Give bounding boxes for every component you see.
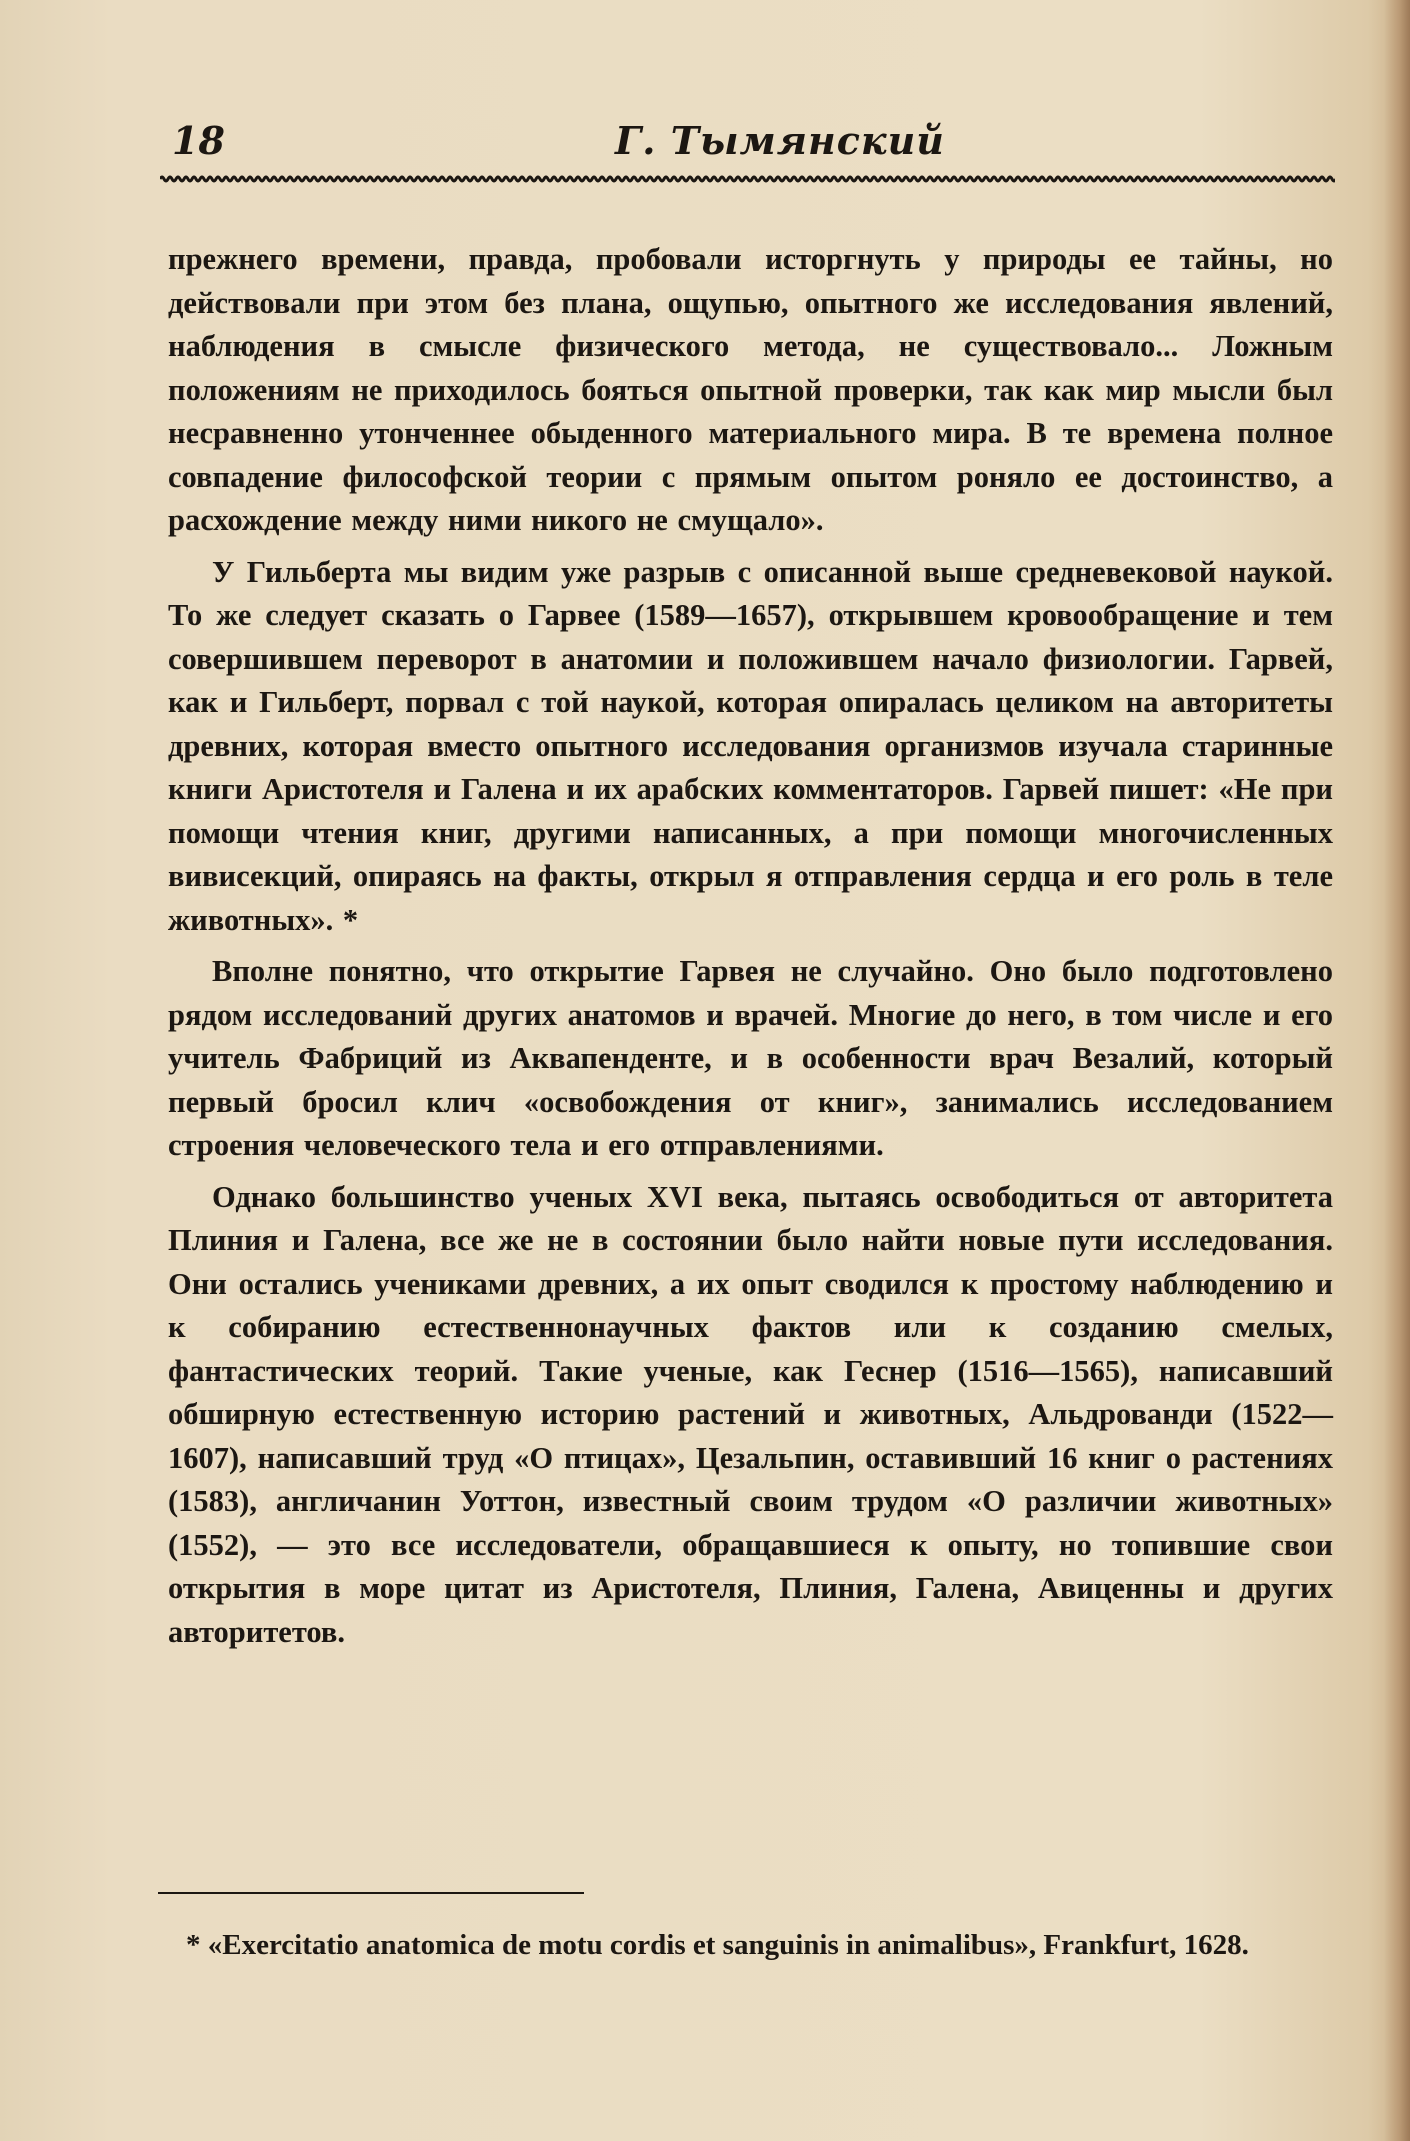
ornament-wave (160, 177, 1335, 181)
main-text (168, 238, 1333, 1654)
footnote-separator (158, 1892, 584, 1894)
paragraph-continuation: прежнего времени, правда, пробовали исторгнуть у природы ее тайны, но действовали при этом без плана, ощупью, опытного же исследования явлений, наблюдения в смысле физического метода, не существовало... Ложным положениям не приходилось бояться опытной проверки, так как мир мысли был несравненно утонченнее обыденного материального мира. В те времена полное совпадение философской теории с прямым опытом роняло ее достоинство, а расхождение между ними никого не смущало». (168, 242, 1333, 537)
page-edge-shadow (1384, 0, 1410, 2141)
footnote: * «Exercitatio anatomica de motu cordis et sanguinis in animalibus», Frankfurt, 1628. (186, 1929, 1249, 1961)
paragraph-sixteenth-century: Однако большинство ученых XVI века, пытаясь освободиться от авторитета Плиния и Галена, все же не в состоянии было найти новые пути исследования. Они остались учениками древних, а их опыт сводился к простому наблюдению и к собиранию естественнонаучных фактов или к созданию смелых, фантастических теорий. Такие ученые, как Геснер (1516—1565), написавший обширную естественную историю растений и животных, Альдрованди (1522—1607), написавший труд «О птицах», Цезальпин, оставивший 16 книг о растениях (1583), англичанин Уоттон, известный своим трудом «О различии животных» (1552), — это все исследователи, обращавшиеся к опыту, но топившие свои открытия в море цитат из Аристотеля, Плиния, Галена, Авиценны и других авторитетов. (168, 1179, 1333, 1649)
header-ornament-rule (160, 172, 1335, 186)
running-head-author: Г. Тымянский (615, 118, 945, 163)
paragraph-gilbert-harvey: У Гильберта мы видим уже разрыв с описанной выше средневековой наукой. То же следует сказать о Гарвее (1589—1657), открывшем кровообращение и тем совершившем переворот в анатомии и положившем начало физиологии. Гарвей, как и Гильберт, порвал с той наукой, которая опиралась целиком на авторитеты древних, которая вместо опытного исследования организмов изучала старинные книги Аристотеля и Галена и их арабских комментаторов. Гарвей пишет: «Не при помощи чтения книг, другими написанных, а при помощи многочисленных вивисекций, опираясь на факты, открыл я отправления сердца и его роль в теле животных». * (168, 554, 1333, 937)
page-header (170, 118, 1330, 178)
paragraph-harvey-discovery: Вполне понятно, что открытие Гарвея не случайно. Оно было подготовлено рядом исследований других анатомов и врачей. Многие до него, в том числе и его учитель Фабриций из Аквапенденте, и в особенности врач Везалий, который первый бросил клич «освобождения от книг», занимались исследованием строения человеческого тела и его отправлениями. (168, 954, 1333, 1162)
page-number: 18 (172, 118, 225, 163)
